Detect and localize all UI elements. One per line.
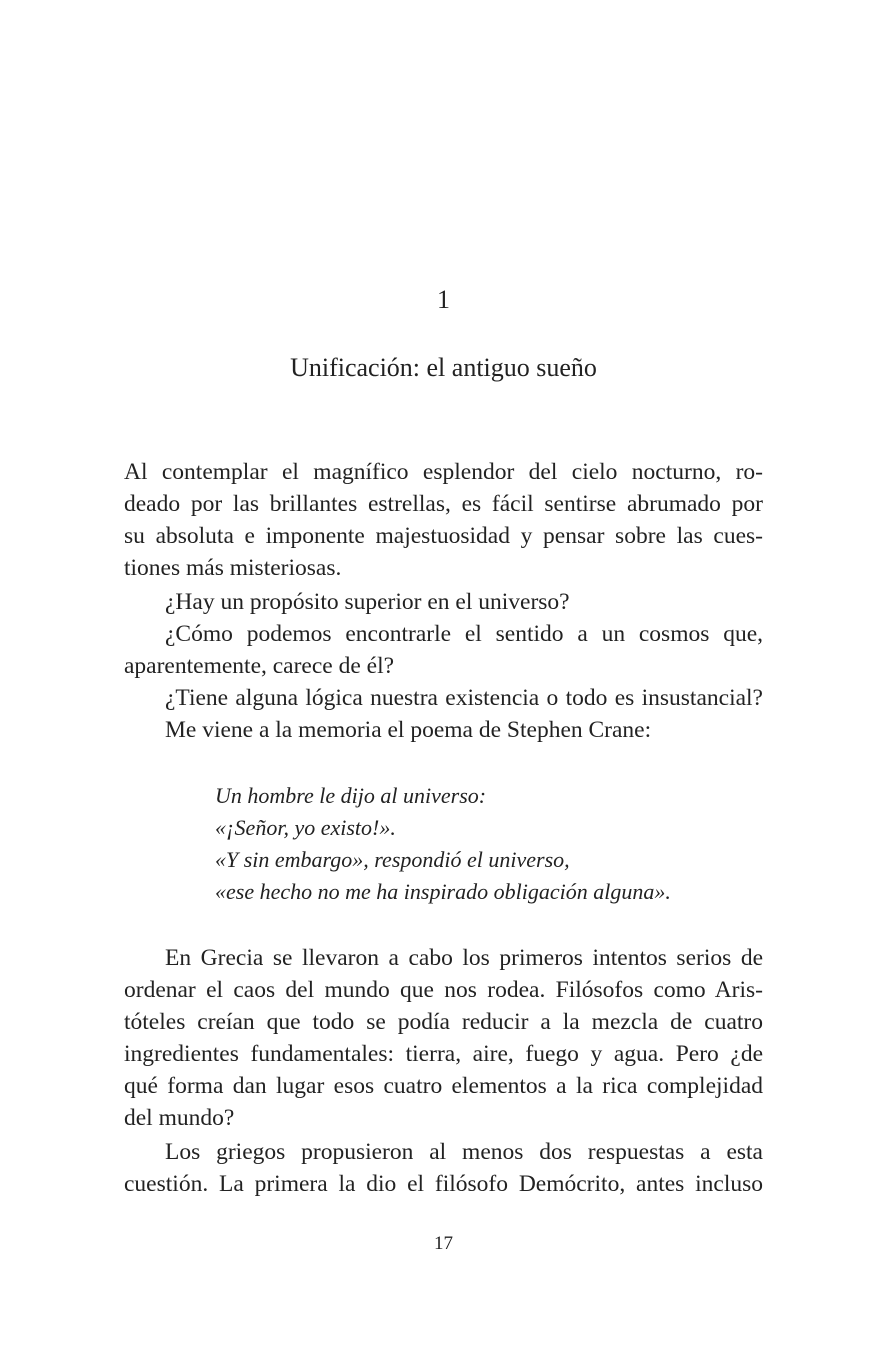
body-line: tóteles creían que todo se podía reducir a la mezcla de cuatro (124, 1009, 763, 1035)
poem-verse: «ese hecho no me ha inspirado obligación alguna». (215, 879, 671, 904)
page-number: 17 (434, 1233, 453, 1254)
body-line: Los griegos propusieron al menos dos respuestas a esta (165, 1139, 763, 1165)
body-line: qué forma dan lugar esos cuatro elementos a la rica complejidad (124, 1073, 763, 1099)
chapter-number: 1 (437, 285, 450, 314)
body-line: del mundo? (124, 1105, 235, 1131)
body-line: ¿Tiene alguna lógica nuestra existencia o todo es insustancial? (165, 685, 763, 711)
body-line: En Grecia se llevaron a cabo los primeros intentos serios de (165, 945, 763, 971)
body-line: tiones más misteriosas. (124, 555, 342, 581)
body-line: Me viene a la memoria el poema de Stephen Crane: (165, 717, 652, 743)
body-line: Al contemplar el magnífico esplendor del cielo nocturno, ro- (124, 459, 763, 485)
body-line: su absoluta e imponente majestuosidad y pensar sobre las cues- (124, 523, 763, 549)
poem-verse: «Y sin embargo», respondió el universo, (215, 847, 570, 872)
body-line: ingredientes fundamentales: tierra, aire, fuego y agua. Pero ¿de (124, 1041, 763, 1067)
body-line: ordenar el caos del mundo que nos rodea. Filósofos como Aris- (124, 977, 763, 1003)
body-line: aparentemente, carece de él? (124, 653, 395, 679)
body-line: ¿Cómo podemos encontrarle el sentido a un cosmos que, (165, 621, 763, 647)
body-line: deado por las brillantes estrellas, es fácil sentirse abrumado por (124, 491, 763, 517)
chapter-title: Unificación: el antiguo sueño (290, 353, 597, 382)
poem-verse: «¡Señor, yo existo!». (215, 815, 396, 840)
body-line: cuestión. La primera la dio el filósofo Demócrito, antes incluso (124, 1171, 763, 1197)
poem-verse: Un hombre le dijo al universo: (215, 783, 487, 808)
body-line: ¿Hay un propósito superior en el universo? (165, 589, 570, 615)
